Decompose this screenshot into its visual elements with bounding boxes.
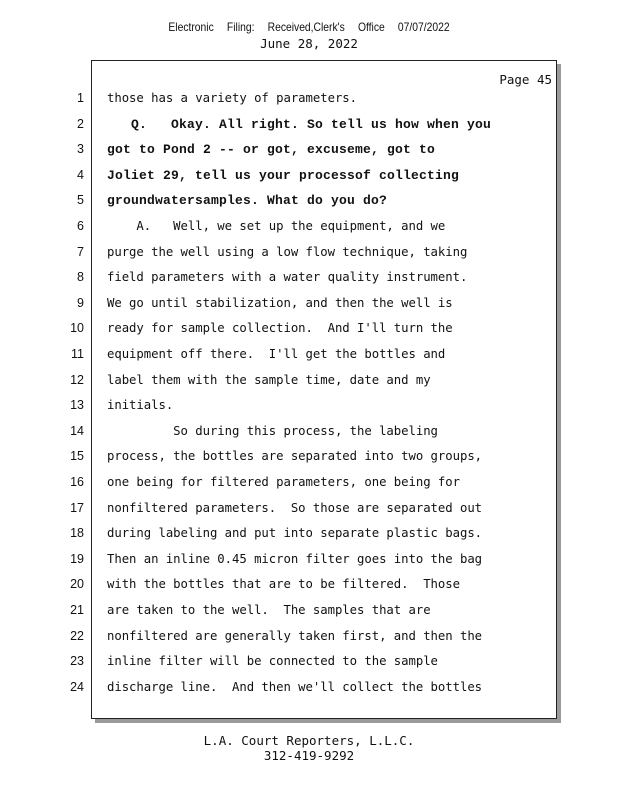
line-number: 11 <box>71 347 84 361</box>
line-text: with the bottles that are to be filtered. Those <box>107 577 460 592</box>
line-text: purge the well using a low flow technique, taking <box>107 244 468 259</box>
line-number: 7 <box>77 244 84 259</box>
line-text: field parameters with a water quality instrument. <box>107 270 468 285</box>
transcript-line <box>0 296 618 322</box>
reporter-phone: 312-419-9292 <box>263 748 355 763</box>
filing-label: Electronic <box>168 20 214 34</box>
line-text: Joliet 29, tell us your processof collecting <box>107 167 460 183</box>
transcript-line <box>0 270 618 296</box>
line-number: 20 <box>70 577 84 592</box>
line-text: during labeling and put into separate plastic bags. <box>107 526 483 541</box>
line-number: 15 <box>70 449 84 464</box>
line-number: 3 <box>77 142 84 157</box>
line-text: groundwatersamples. What do you do? <box>107 193 388 209</box>
line-number: 8 <box>77 270 84 285</box>
received-label: Received,Clerk's <box>267 20 345 34</box>
line-text: A. Well, we set up the equipment, and we <box>107 219 446 233</box>
hearing-date: June 28, 2022 <box>260 36 358 51</box>
line-text: nonfiltered are generally taken first, and then the <box>107 628 483 643</box>
transcript-line <box>0 91 618 117</box>
line-text: are taken to the well. The samples that are <box>107 603 431 617</box>
line-number: 14 <box>70 423 84 438</box>
transcript-line <box>0 117 618 143</box>
transcript-line <box>0 526 618 552</box>
office-label: Office <box>357 20 385 34</box>
transcript-line <box>0 552 618 578</box>
transcript-line <box>0 347 618 373</box>
filing-stamp <box>43 20 574 34</box>
filing-label-2: Filing: <box>226 20 255 34</box>
line-number: 6 <box>77 219 84 233</box>
transcript-line <box>0 373 618 399</box>
transcript-line <box>0 501 618 527</box>
line-number: 21 <box>70 603 84 617</box>
line-number: 12 <box>70 372 84 387</box>
transcript-line <box>0 193 618 219</box>
transcript-line <box>0 603 618 629</box>
line-number: 18 <box>70 526 84 541</box>
line-text: label them with the sample time, date and my <box>107 372 431 387</box>
transcript-line <box>0 449 618 475</box>
line-number: 4 <box>77 167 84 182</box>
transcript-line <box>0 629 618 655</box>
line-text: inline filter will be connected to the sample <box>107 654 438 669</box>
line-text: Then an inline 0.45 micron filter goes into the bag <box>107 551 483 566</box>
line-text: one being for filtered parameters, one being for <box>107 475 460 489</box>
transcript-line <box>0 577 618 603</box>
transcript-line <box>0 424 618 450</box>
line-number: 17 <box>70 500 84 515</box>
transcript-line <box>0 321 618 347</box>
transcript-line <box>0 142 618 168</box>
line-text: initials. <box>107 398 174 413</box>
line-number: 1 <box>77 91 84 105</box>
line-number: 10 <box>70 321 84 336</box>
line-number: 9 <box>77 295 84 310</box>
transcript-line <box>0 168 618 194</box>
line-text: those has a variety of parameters. <box>107 91 358 105</box>
transcript-line <box>0 219 618 245</box>
line-text: Q. Okay. All right. So tell us how when you <box>107 116 492 132</box>
page-number: Page 45 <box>499 72 552 87</box>
line-number: 19 <box>70 551 84 566</box>
transcript-line <box>0 680 618 706</box>
transcript-line <box>0 245 618 271</box>
reporter-company: L.A. Court Reporters, L.L.C. <box>203 733 415 748</box>
line-text: So during this process, the labeling <box>107 423 438 438</box>
line-number: 16 <box>70 475 84 489</box>
line-number: 23 <box>70 654 84 669</box>
transcript-line <box>0 654 618 680</box>
transcript-line <box>0 398 618 424</box>
transcript-line <box>0 475 618 501</box>
line-number: 2 <box>77 116 84 131</box>
line-number: 22 <box>70 628 84 643</box>
line-text: nonfiltered parameters. So those are separated out <box>107 500 483 515</box>
line-number: 5 <box>77 193 84 208</box>
line-text: got to Pond 2 -- or got, excuseme, got to <box>107 142 436 158</box>
line-number: 24 <box>70 679 84 694</box>
line-text: ready for sample collection. And I'll turn the <box>107 321 453 336</box>
line-number: 13 <box>70 398 84 413</box>
line-text: process, the bottles are separated into two groups, <box>107 449 483 464</box>
line-text: equipment off there. I'll get the bottles and <box>107 347 446 361</box>
line-text: We go until stabilization, and then the well is <box>107 295 453 310</box>
filed-date: 07/07/2022 <box>397 20 450 34</box>
line-text: discharge line. And then we'll collect the bottles <box>107 679 483 694</box>
